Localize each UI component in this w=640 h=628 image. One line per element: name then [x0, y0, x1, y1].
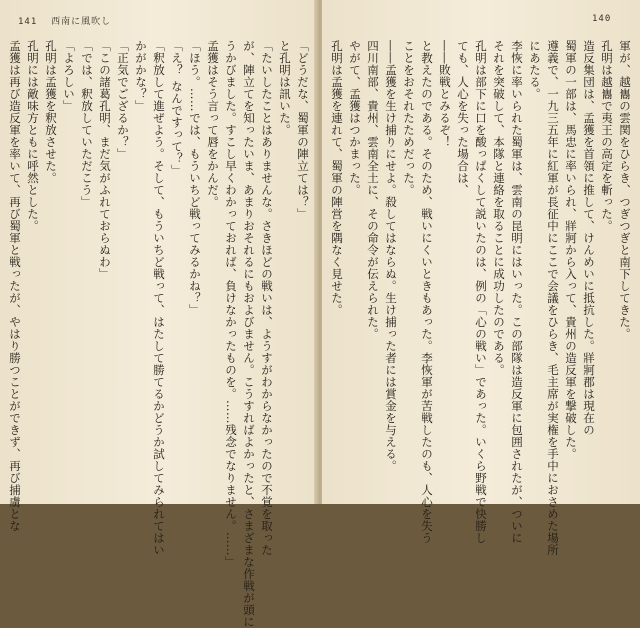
text-line: と孔明は訊いた。: [278, 40, 292, 136]
text-line: と教えたのである。そのため、戦いにくいときもあった。李恢軍が苦戦したのも、人心を失う: [420, 40, 434, 544]
left-page-header: [18, 14, 111, 27]
text-line: ――敗戦とみるぞ！: [438, 40, 452, 148]
text-line: 孔明は孟獲を連れて、蜀軍の陣営を隅なく見せた。: [330, 40, 344, 316]
text-line: ――孟獲を生け捕りにせよ。殺してはならぬ。生け捕った者には賞金を与える。: [384, 40, 398, 472]
left-page-text: [8, 40, 312, 628]
text-line: うかびました。すこし早くわかっておれば、負けなかったものを。……残念でなりません。……」: [224, 40, 238, 568]
text-line: 孔明は越巂で夷王の高定を斬った。: [600, 40, 614, 232]
text-line: 造反集団は、孟獲を首領に推して、けんめいに抵抗した。牂牁郡は現在の: [582, 40, 596, 436]
right-page-text: [330, 40, 634, 556]
right-page-header: [592, 14, 611, 24]
text-line: 「釈放して進ぜよう。そして、もういちど戦って、はたして勝てるかどうか試してみられてはい: [152, 40, 166, 556]
text-line: ても、人心を失った場合は、: [456, 40, 470, 196]
text-line: 軍が、越巂の雲関をひらき、つぎつぎと南下してきた。: [618, 40, 632, 340]
text-line: 「この諸葛孔明、まだ気がふれておらぬわ」: [98, 40, 112, 280]
text-line: 孔明は孟獲を釈放させた。: [44, 40, 58, 184]
text-line: 孟獲はそう言って唇をかんだ。: [206, 40, 220, 208]
text-line: それを突破して、本隊と連絡を取ることに成功したのである。: [492, 40, 506, 376]
text-line: 「え？ なんですって？」: [170, 40, 184, 177]
text-line: 「どうだな、蜀軍の陣立ては？」: [296, 40, 310, 220]
right-page-number: 140: [592, 14, 612, 24]
text-line: が、陣立てを知ったいま、あまりおそれるにもおよびません。こうすればよかったと、さまざまな作戦が頭に: [242, 40, 256, 628]
text-line: 孟獲は再び造反軍を率いて、再び蜀軍と戦ったが、やはり勝つことができず、再び捕虜とな: [8, 40, 22, 532]
left-page: [0, 0, 318, 628]
text-line: 「では、釈放していただこう」: [80, 40, 94, 208]
right-page: [322, 0, 640, 556]
text-line: 「よろしい」: [62, 40, 76, 112]
text-line: 遵義で、一九三五年に紅軍が長征中にここで会議をひらき、毛主席が実権を手中におさめた場所: [546, 40, 560, 556]
text-line: 蜀軍の一部は、馬忠に率いられ、牂牁から入って、貴州の造反軍を撃破した。: [564, 40, 578, 460]
text-line: 「ほう。……では、もういちど戦ってみるかね？」: [188, 40, 202, 316]
text-line: にあたる。: [528, 40, 542, 100]
left-page-number: 141: [18, 17, 38, 27]
text-line: やがて、孟獲はつかまった。: [348, 40, 362, 196]
text-line: 孔明は部下に口を酸っぱくして説いたのは、例の「心の戦い」であった。いくら野戦で快勝し: [474, 40, 488, 544]
text-line: 李恢に率いられた蜀軍は、雲南の昆明にはいった。この部隊は造反軍に包囲されたが、ついに: [510, 40, 524, 544]
text-line: 「たいしたことはありませんな。さきほどの戦いは、ようすがわからなかったので不覚を取った: [260, 40, 274, 556]
text-line: ことをおそれたためだった。: [402, 40, 416, 196]
text-line: かがかな？」: [134, 40, 148, 112]
text-line: 孔明には敵味方ともに呼然とした。: [26, 40, 40, 232]
text-line: 四川南部、貴州、雲南全土に、その命令が伝えられた。: [366, 40, 380, 340]
text-line: 「正気でござるか？」: [116, 40, 130, 160]
running-title: 西南に風吹し: [51, 17, 112, 27]
